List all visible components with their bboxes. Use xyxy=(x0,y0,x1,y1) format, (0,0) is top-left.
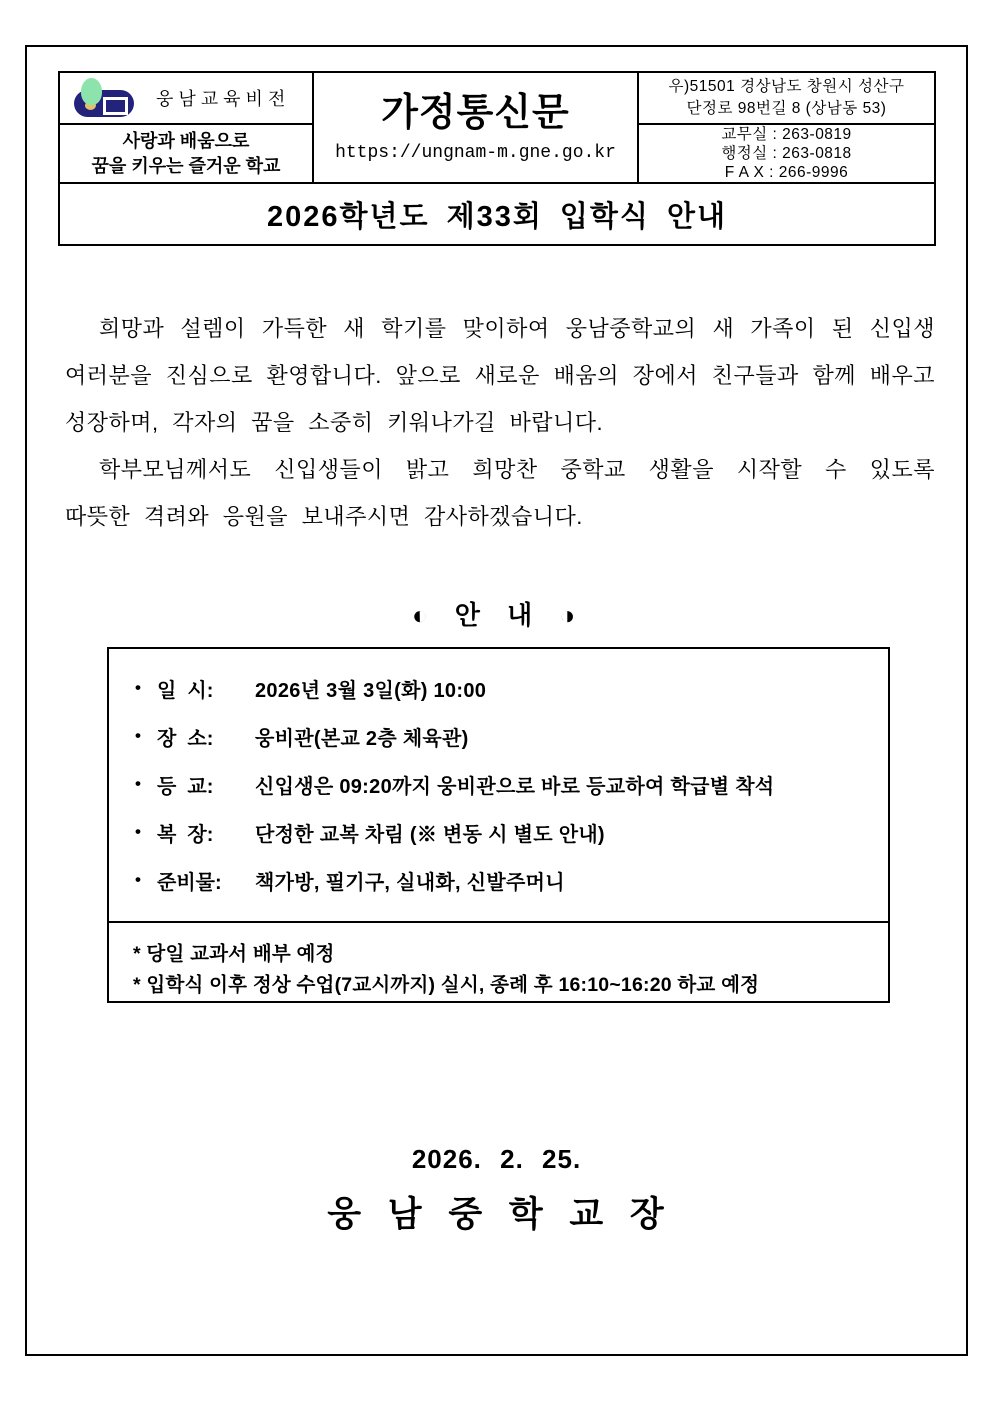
address-cell xyxy=(638,72,935,124)
logo-leaf-shape xyxy=(81,78,102,105)
bullet-icon: • xyxy=(135,822,141,841)
bullet-icon: • xyxy=(135,774,141,793)
motto-cell xyxy=(59,124,313,183)
logo-window-shape xyxy=(103,97,128,115)
item-label: 준비물: xyxy=(157,871,222,894)
vision-label: 웅남교육비전 xyxy=(156,89,291,109)
info-box-divider xyxy=(109,921,888,923)
note-textbooks: * 당일 교과서 배부 예정 xyxy=(133,943,335,965)
doc-type-title: 가정통신문 xyxy=(381,91,570,134)
event-info-box xyxy=(107,647,890,1003)
phone-line-admin: 행정실 : 263-0818 xyxy=(721,145,852,162)
item-label: 장 소: xyxy=(157,727,214,750)
newsletter-page xyxy=(25,45,968,1356)
guide-section-heading: ◐ 안 내 ◑ xyxy=(411,600,582,630)
item-label: 복 장: xyxy=(157,823,214,846)
item-value: 2026년 3월 3일(화) 10:00 xyxy=(255,679,487,702)
item-value: 웅비관(본교 2층 체육관) xyxy=(255,727,469,750)
bullet-icon: • xyxy=(135,678,141,697)
item-label: 일 시: xyxy=(157,679,214,702)
list-item-dresscode xyxy=(135,808,888,856)
item-label: 등 교: xyxy=(157,775,214,798)
list-item-attendance xyxy=(135,760,888,808)
item-value: 단정한 교복 차림 (※ 변동 시 별도 안내) xyxy=(255,823,605,846)
item-value: 신입생은 09:20까지 웅비관으로 바로 등교하여 학급별 착석 xyxy=(255,775,775,798)
greeting-paragraph: 희망과 설렘이 가득한 새 학기를 맞이하여 웅남중학교의 새 가족이 된 신입생 여러분을 진심으로 환영합니다. 앞으로 새로운 배움의 장에서 친구들과 함께 배우고 성장하며, 각자의 꿈을 소중히 키워나가길 바랍니다. xyxy=(65,316,935,435)
doc-title-cell xyxy=(59,183,935,245)
address-line-2: 단정로 98번길 8 (상남동 53) xyxy=(686,100,887,117)
header-table xyxy=(58,71,936,246)
event-info-list xyxy=(109,649,888,904)
list-item-place xyxy=(135,712,888,760)
list-item-supplies xyxy=(135,856,888,904)
item-value: 책가방, 필기구, 실내화, 신발주머니 xyxy=(255,871,565,894)
parents-paragraph: 학부모님께서도 신입생들이 밝고 희망찬 중학교 생활을 시작할 수 있도록 따뜻한 격려와 응원을 보내주시면 감사하겠습니다. xyxy=(65,457,935,529)
doc-type-cell xyxy=(313,72,638,183)
school-logo-icon xyxy=(72,77,140,119)
page-title: 2026학년도 제33회 입학식 안내 xyxy=(266,200,728,233)
phone-line-fax: F A X : 266-9996 xyxy=(724,164,849,181)
bullet-icon: • xyxy=(135,870,141,889)
motto-line-2: 꿈을 키우는 즐거운 학교 xyxy=(91,155,281,176)
issue-date: 2026. 2. 25. xyxy=(411,1144,582,1174)
logo-cell xyxy=(59,72,313,124)
note-schedule: * 입학식 이후 정상 수업(7교시까지) 실시, 종례 후 16:10~16:20 하교 예정 xyxy=(133,974,760,996)
notes-section xyxy=(109,931,888,1001)
address-line-1: 우)51501 경상남도 창원시 성산구 xyxy=(668,78,905,95)
phone-cell xyxy=(638,124,935,183)
phone-line-office: 교무실 : 263-0819 xyxy=(721,126,852,143)
motto-line-1: 사랑과 배움으로 xyxy=(122,130,250,151)
bullet-icon: • xyxy=(135,726,141,745)
principal-signature: 웅 남 중 학 교 장 xyxy=(327,1195,666,1234)
school-website-url: https://ungnam-m.gne.go.kr xyxy=(335,142,616,163)
list-item-datetime xyxy=(135,664,888,712)
